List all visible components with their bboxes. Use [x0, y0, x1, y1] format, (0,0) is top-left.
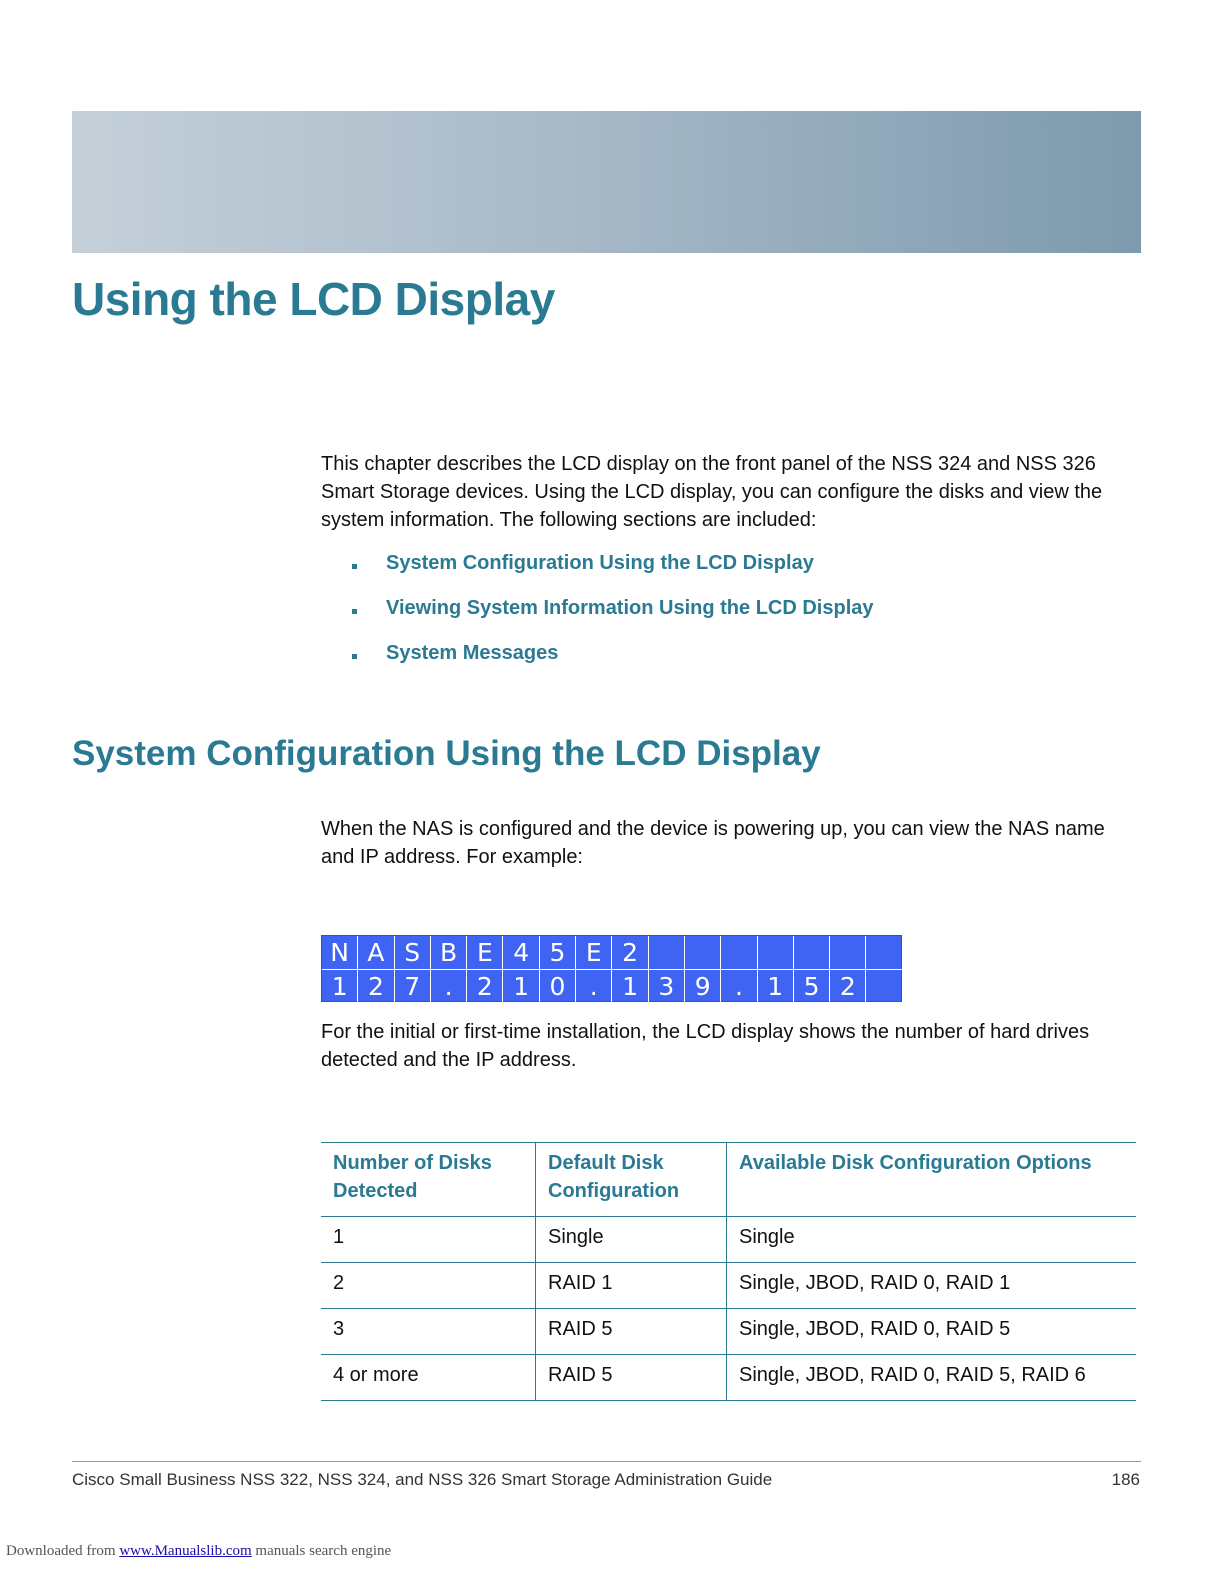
table-cell: Single, JBOD, RAID 0, RAID 1	[727, 1263, 1137, 1309]
lcd-cell: S	[395, 936, 431, 969]
bullet-icon	[352, 609, 357, 614]
page-number: 186	[1111, 1470, 1140, 1489]
lcd-cell: N	[322, 936, 358, 969]
lcd-cell: 2	[358, 970, 394, 1003]
lcd-cell: E	[467, 936, 503, 969]
download-prefix: Downloaded from	[6, 1543, 116, 1559]
manualslib-link[interactable]: www.Manualslib.com	[119, 1543, 252, 1559]
table-header-row	[321, 1143, 1136, 1217]
download-notice	[6, 1543, 391, 1560]
table-cell: 2	[321, 1263, 536, 1309]
table-cell: Single	[727, 1217, 1137, 1263]
disk-configuration-table	[321, 1142, 1136, 1401]
lcd-cell: 2	[612, 936, 648, 969]
lcd-cell: 7	[395, 970, 431, 1003]
section-link-system-configuration[interactable]: System Configuration Using the LCD Display	[386, 552, 814, 574]
lcd-cell: 1	[612, 970, 648, 1003]
bullet-icon	[352, 564, 357, 569]
lcd-cell: .	[576, 970, 612, 1003]
lcd-row-1	[322, 936, 903, 970]
lcd-cell: 1	[758, 970, 794, 1003]
column-header: Available Disk Configuration Options	[727, 1143, 1137, 1217]
table-cell: RAID 1	[536, 1263, 727, 1309]
table-cell: Single	[536, 1217, 727, 1263]
lcd-cell	[649, 936, 685, 969]
lcd-cell: .	[721, 970, 757, 1003]
lcd-cell: 3	[649, 970, 685, 1003]
lcd-cell: 2	[467, 970, 503, 1003]
table-row	[321, 1355, 1136, 1401]
table-cell: RAID 5	[536, 1355, 727, 1401]
lcd-cell: E	[576, 936, 612, 969]
download-suffix: manuals search engine	[255, 1543, 392, 1559]
table-cell: Single, JBOD, RAID 0, RAID 5	[727, 1309, 1137, 1355]
chapter-intro: This chapter describes the LCD display on the front panel of the NSS 324 and NSS 326 Smart Storage devices. Using the LCD display, you can configure the disks and view the system information. The following sections are included:	[321, 453, 1103, 531]
lcd-cell	[685, 936, 721, 969]
footer-divider	[72, 1461, 1141, 1462]
lcd-row-2	[322, 970, 903, 1003]
table-row	[321, 1217, 1136, 1263]
lcd-cell: 5	[540, 936, 576, 969]
table-row	[321, 1263, 1136, 1309]
section-title: System Configuration Using the LCD Display	[72, 734, 821, 773]
lcd-cell	[758, 936, 794, 969]
footer-guide-title: Cisco Small Business NSS 322, NSS 324, and NSS 326 Smart Storage Administration Guide	[72, 1470, 773, 1489]
lcd-cell	[794, 936, 830, 969]
section-link-system-messages[interactable]: System Messages	[386, 642, 559, 664]
lcd-cell	[867, 970, 903, 1003]
lcd-cell	[721, 936, 757, 969]
lcd-cell: 2	[830, 970, 866, 1003]
lcd-cell: B	[431, 936, 467, 969]
column-header: Number of Disks Detected	[321, 1143, 536, 1217]
lcd-cell	[830, 936, 866, 969]
lcd-cell: 5	[794, 970, 830, 1003]
lcd-display-example	[321, 935, 902, 1002]
section-paragraph-1: When the NAS is configured and the device is powering up, you can view the NAS name and IP address. For example:	[321, 818, 1105, 868]
lcd-cell	[867, 936, 903, 969]
lcd-cell: 4	[504, 936, 540, 969]
lcd-cell: 1	[322, 970, 358, 1003]
lcd-cell: .	[431, 970, 467, 1003]
section-paragraph-2: For the initial or first-time installation, the LCD display shows the number of hard drives detected and the IP address.	[321, 1021, 1090, 1071]
column-header: Default Disk Configuration	[536, 1143, 727, 1217]
lcd-cell: 0	[540, 970, 576, 1003]
table-row	[321, 1309, 1136, 1355]
lcd-cell: 9	[685, 970, 721, 1003]
table-cell: 3	[321, 1309, 536, 1355]
lcd-cell: A	[358, 936, 394, 969]
chapter-title: Using the LCD Display	[72, 273, 555, 325]
chapter-banner	[72, 111, 1141, 253]
table-cell: 1	[321, 1217, 536, 1263]
table-cell: RAID 5	[536, 1309, 727, 1355]
table-cell: Single, JBOD, RAID 0, RAID 5, RAID 6	[727, 1355, 1137, 1401]
section-link-viewing-system-information[interactable]: Viewing System Information Using the LCD Display	[386, 597, 874, 619]
lcd-cell: 1	[504, 970, 540, 1003]
table-cell: 4 or more	[321, 1355, 536, 1401]
bullet-icon	[352, 654, 357, 659]
